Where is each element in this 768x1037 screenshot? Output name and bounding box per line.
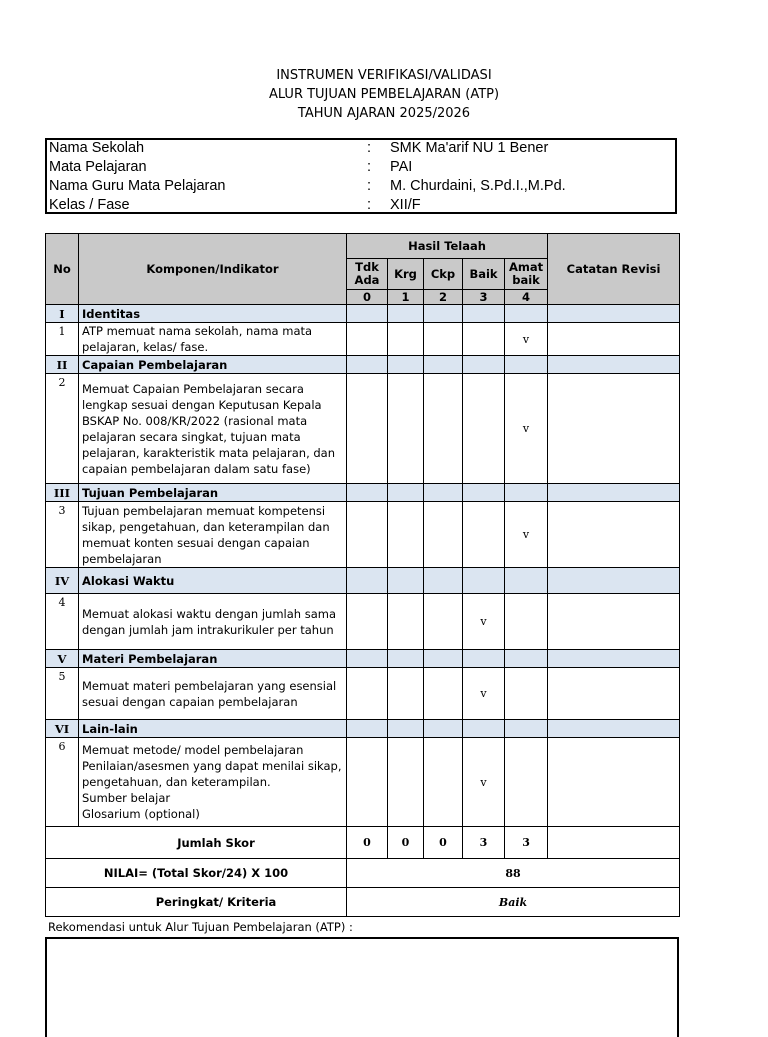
indicator-line: Sumber belajar — [82, 791, 171, 805]
document-title-line2: ALUR TUJUAN PEMBELAJARAN (ATP) — [268, 87, 500, 102]
recommendation-box[interactable] — [45, 937, 679, 1037]
rating-cell[interactable] — [424, 594, 463, 650]
indicator-line: ATP memuat nama sekolah, nama mata — [82, 324, 313, 338]
catatan-revisi-cell[interactable] — [548, 374, 680, 484]
indicator-number: 2 — [46, 374, 79, 484]
rating-cell[interactable] — [424, 502, 463, 568]
section-row — [46, 568, 680, 594]
catatan-cell — [548, 827, 680, 859]
empty-cell — [505, 650, 548, 668]
empty-cell — [505, 356, 548, 374]
empty-cell — [347, 305, 388, 323]
empty-cell — [463, 720, 505, 738]
empty-cell — [424, 568, 463, 594]
indicator-line: pelajaran secara singkat, tujuan mata — [82, 429, 301, 444]
rating-cell[interactable] — [424, 374, 463, 484]
rating-code: 2 — [424, 290, 463, 305]
empty-cell — [424, 720, 463, 738]
indicator-number: 3 — [46, 502, 79, 568]
empty-cell — [347, 720, 388, 738]
indicator-line: capaian pembelajaran dalam satu fase) — [82, 461, 311, 476]
empty-cell — [388, 305, 424, 323]
rating-code: 4 — [505, 290, 548, 305]
info-separator: : — [367, 197, 372, 213]
rating-code: 3 — [463, 290, 505, 305]
rating-cell[interactable] — [347, 374, 388, 484]
empty-cell — [548, 305, 680, 323]
rating-mark-cell[interactable]: v — [463, 594, 505, 650]
catatan-revisi-cell[interactable] — [548, 668, 680, 720]
jumlah-skor-value: 0 — [347, 827, 388, 859]
empty-cell — [347, 650, 388, 668]
indicator-text — [79, 502, 347, 568]
indicator-line: pelajaran, kelas/ fase. — [82, 340, 209, 354]
empty-cell — [424, 305, 463, 323]
empty-cell — [463, 305, 505, 323]
rating-cell[interactable] — [424, 323, 463, 356]
rating-label-amat-baik: Amat baik — [505, 259, 548, 290]
section-number: VI — [46, 720, 79, 738]
indicator-line: Tujuan pembelajaran memuat kompetensi — [82, 503, 326, 518]
rating-mark-cell[interactable]: v — [505, 323, 548, 356]
empty-cell — [463, 568, 505, 594]
info-label: Nama Sekolah — [49, 140, 145, 156]
header-no: No — [46, 234, 79, 305]
header-hasil-telaah: Hasil Telaah — [347, 234, 548, 259]
indicator-line: pelajaran, karakteristik mata pelajaran, dan — [82, 445, 336, 460]
rating-code: 0 — [347, 290, 388, 305]
catatan-revisi-cell[interactable] — [548, 323, 680, 356]
jumlah-skor-value: 3 — [505, 827, 548, 859]
empty-cell — [388, 568, 424, 594]
indicator-line: Memuat metode/ model pembelajaran — [82, 743, 304, 757]
indicator-row — [46, 738, 680, 827]
empty-cell — [347, 568, 388, 594]
indicator-line: Memuat Capaian Pembelajaran secara — [82, 381, 304, 396]
rating-cell[interactable] — [463, 374, 505, 484]
rating-cell[interactable] — [505, 594, 548, 650]
info-label: Mata Pelajaran — [49, 159, 147, 175]
indicator-line: sikap, pengetahuan, dan keterampilan dan — [82, 519, 330, 534]
indicator-line: Memuat alokasi waktu dengan jumlah sama — [82, 606, 337, 621]
indicator-line: lengkap sesuai dengan Keputusan Kepala — [82, 397, 322, 412]
rating-mark-cell[interactable]: v — [463, 738, 505, 827]
indicator-row — [46, 668, 680, 720]
indicator-text — [79, 594, 347, 650]
rating-cell[interactable] — [388, 323, 424, 356]
empty-cell — [463, 650, 505, 668]
empty-cell — [505, 305, 548, 323]
info-value: M. Churdaini, S.Pd.I.,M.Pd. — [390, 178, 566, 194]
rating-cell[interactable] — [505, 668, 548, 720]
empty-cell — [505, 484, 548, 502]
document-title-line1: INSTRUMEN VERIFIKASI/VALIDASI — [276, 68, 492, 83]
peringkat-label: Peringkat/ Kriteria — [46, 888, 347, 917]
indicator-number: 5 — [46, 668, 79, 720]
indicator-number: 1 — [46, 323, 79, 356]
nilai-value: 88 — [347, 859, 680, 888]
indicator-line: dengan jumlah jam intrakurikuler per tahun — [82, 622, 334, 637]
empty-cell — [548, 568, 680, 594]
indicator-text — [79, 738, 347, 827]
rating-cell[interactable] — [347, 323, 388, 356]
rating-label-tdk-ada: Tdk Ada — [347, 259, 388, 290]
indicator-text — [79, 323, 347, 356]
indicator-text — [79, 668, 347, 720]
empty-cell — [424, 484, 463, 502]
identity-info-box — [45, 138, 677, 214]
indicator-line: Memuat materi pembelajaran yang esensial — [82, 678, 337, 693]
empty-cell — [424, 356, 463, 374]
empty-cell — [388, 720, 424, 738]
rating-label-krg: Krg — [388, 259, 424, 290]
indicator-line: pembelajaran — [82, 551, 162, 566]
rating-cell[interactable] — [388, 594, 424, 650]
info-label: Kelas / Fase — [49, 197, 130, 213]
rating-cell[interactable] — [424, 738, 463, 827]
indicator-line: memuat konten sesuai dengan capaian — [82, 535, 310, 550]
section-row — [46, 305, 680, 323]
indicator-line: BSKAP No. 008/KR/2022 (rasional mata — [82, 413, 308, 428]
header-komponen: Komponen/Indikator — [79, 234, 347, 305]
indicator-text — [79, 374, 347, 484]
section-number: II — [46, 356, 79, 374]
rating-label-baik: Baik — [463, 259, 505, 290]
rating-cell[interactable] — [424, 668, 463, 720]
section-row — [46, 356, 680, 374]
rating-cell[interactable] — [505, 738, 548, 827]
header-catatan-revisi: Catatan Revisi — [548, 234, 680, 305]
indicator-row — [46, 502, 680, 568]
empty-cell — [548, 720, 680, 738]
empty-cell — [388, 356, 424, 374]
jumlah-skor-value: 3 — [463, 827, 505, 859]
indicator-line: Glosarium (optional) — [82, 807, 200, 821]
jumlah-skor-value: 0 — [424, 827, 463, 859]
section-title: Alokasi Waktu — [79, 568, 347, 594]
indicator-line: pengetahuan, dan keterampilan. — [82, 775, 271, 789]
empty-cell — [347, 484, 388, 502]
empty-cell — [388, 484, 424, 502]
info-label: Nama Guru Mata Pelajaran — [49, 178, 226, 194]
section-number: V — [46, 650, 79, 668]
section-title: Lain-lain — [79, 720, 347, 738]
recommendation-label: Rekomendasi untuk Alur Tujuan Pembelajaran (ATP) : — [48, 920, 353, 934]
empty-cell — [548, 484, 680, 502]
section-number: I — [46, 305, 79, 323]
info-value: SMK Ma'arif NU 1 Bener — [390, 140, 549, 156]
indicator-row — [46, 323, 680, 356]
jumlah-skor-label: Jumlah Skor — [46, 827, 347, 859]
section-title: Capaian Pembelajaran — [79, 356, 347, 374]
empty-cell — [463, 484, 505, 502]
rating-code: 1 — [388, 290, 424, 305]
rating-cell[interactable] — [347, 502, 388, 568]
indicator-row — [46, 374, 680, 484]
section-number: III — [46, 484, 79, 502]
section-number: IV — [46, 568, 79, 594]
catatan-revisi-cell[interactable] — [548, 594, 680, 650]
document-title-line3: TAHUN AJARAN 2025/2026 — [297, 106, 471, 121]
empty-cell — [548, 650, 680, 668]
rating-mark-cell[interactable]: v — [505, 502, 548, 568]
section-title: Tujuan Pembelajaran — [79, 484, 347, 502]
indicator-line: Penilaian/asesmen yang dapat menilai sikap, — [82, 759, 342, 773]
empty-cell — [347, 356, 388, 374]
indicator-number: 4 — [46, 594, 79, 650]
rating-cell[interactable] — [463, 323, 505, 356]
empty-cell — [388, 650, 424, 668]
catatan-revisi-cell[interactable] — [548, 738, 680, 827]
info-separator: : — [367, 159, 372, 175]
jumlah-skor-value: 0 — [388, 827, 424, 859]
rating-cell[interactable] — [388, 738, 424, 827]
indicator-line: sesuai dengan capaian pembelajaran — [82, 694, 298, 709]
rating-cell[interactable] — [388, 668, 424, 720]
rating-cell[interactable] — [388, 502, 424, 568]
info-value: XII/F — [390, 197, 421, 213]
empty-cell — [463, 356, 505, 374]
rating-label-ckp: Ckp — [424, 259, 463, 290]
empty-cell — [424, 650, 463, 668]
info-separator: : — [367, 178, 372, 194]
empty-cell — [505, 568, 548, 594]
rating-cell[interactable] — [463, 502, 505, 568]
section-title: Identitas — [79, 305, 347, 323]
info-value: PAI — [390, 159, 413, 175]
rating-cell[interactable] — [347, 594, 388, 650]
section-title: Materi Pembelajaran — [79, 650, 347, 668]
section-row — [46, 650, 680, 668]
rating-cell[interactable] — [347, 738, 388, 827]
indicator-row — [46, 594, 680, 650]
info-separator: : — [367, 140, 372, 156]
section-row — [46, 720, 680, 738]
peringkat-value: Baik — [347, 888, 680, 917]
rating-cell[interactable] — [347, 668, 388, 720]
catatan-revisi-cell[interactable] — [548, 502, 680, 568]
empty-cell — [505, 720, 548, 738]
evaluation-table — [45, 233, 680, 917]
nilai-label: NILAI= (Total Skor/24) X 100 — [46, 859, 347, 888]
empty-cell — [548, 356, 680, 374]
rating-cell[interactable] — [388, 374, 424, 484]
rating-mark-cell[interactable]: v — [505, 374, 548, 484]
indicator-number: 6 — [46, 738, 79, 827]
rating-mark-cell[interactable]: v — [463, 668, 505, 720]
section-row — [46, 484, 680, 502]
